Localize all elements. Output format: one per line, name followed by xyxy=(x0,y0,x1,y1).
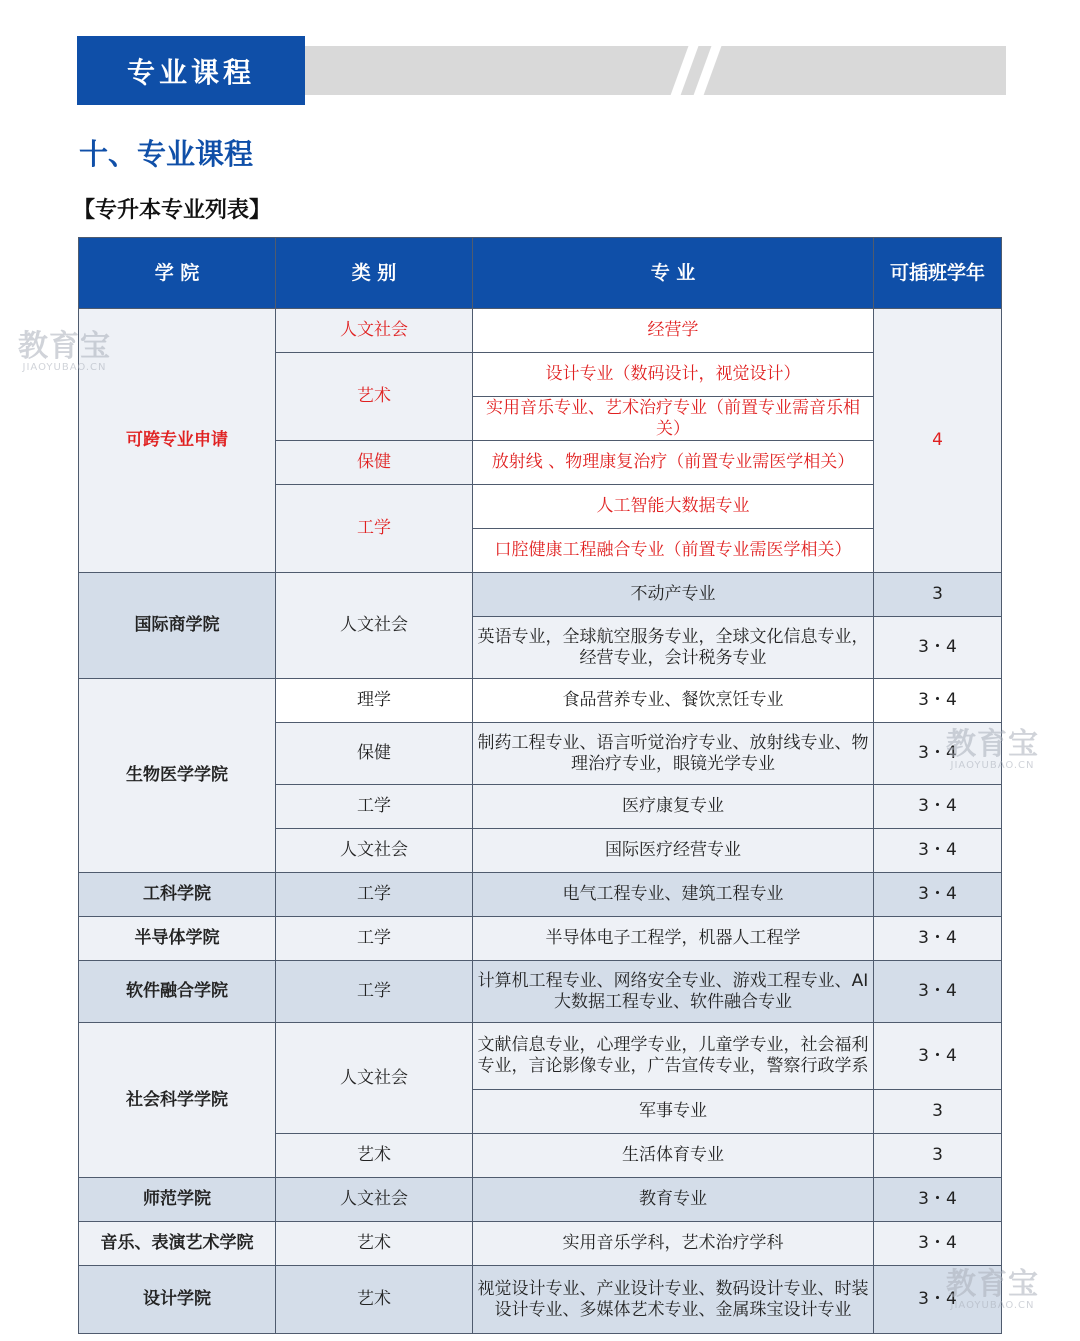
category-cell: 工学 xyxy=(276,961,473,1023)
major-cell: 放射线 、物理康复治疗（前置专业需医学相关） xyxy=(473,441,874,485)
year-cell: 3・4 xyxy=(874,961,1002,1023)
major-cell: 人工智能大数据专业 xyxy=(473,485,874,529)
watermark-domain: JIAOYUBAO.CN xyxy=(950,760,1035,771)
major-cell: 设计专业（数码设计，视觉设计） xyxy=(473,353,874,397)
major-cell: 军事专业 xyxy=(473,1090,874,1134)
year-cell: 3・4 xyxy=(874,1222,1002,1266)
table-header-row xyxy=(79,238,1002,309)
college-cell: 国际商学院 xyxy=(79,573,276,679)
category-cell: 艺术 xyxy=(276,1134,473,1178)
table-row xyxy=(79,1266,1002,1334)
table-row xyxy=(79,873,1002,917)
watermark-domain: JIAOYUBAO.CN xyxy=(950,1300,1035,1311)
col-header-college: 学 院 xyxy=(79,238,276,309)
college-cell: 工科学院 xyxy=(79,873,276,917)
category-cell: 保健 xyxy=(276,723,473,785)
college-cell: 生物医学学院 xyxy=(79,679,276,873)
table-row xyxy=(79,1178,1002,1222)
college-cell: 社会科学学院 xyxy=(79,1023,276,1178)
year-cell: 3・4 xyxy=(874,829,1002,873)
year-cell: 3 xyxy=(874,573,1002,617)
table-row xyxy=(79,1023,1002,1090)
category-cell: 工学 xyxy=(276,917,473,961)
year-cell: 3・4 xyxy=(874,1023,1002,1090)
category-cell: 人文社会 xyxy=(276,1023,473,1134)
major-cell: 教育专业 xyxy=(473,1178,874,1222)
category-cell: 保健 xyxy=(276,441,473,485)
year-cell: 3・4 xyxy=(874,617,1002,679)
college-cell: 音乐、表演艺术学院 xyxy=(79,1222,276,1266)
year-cell: 3 xyxy=(874,1134,1002,1178)
year-cell: 3・4 xyxy=(874,723,1002,785)
category-cell: 艺术 xyxy=(276,1222,473,1266)
major-cell: 医疗康复专业 xyxy=(473,785,874,829)
college-cell: 软件融合学院 xyxy=(79,961,276,1023)
major-cell: 制药工程专业、语言听觉治疗专业、放射线专业、物理治疗专业，眼镜光学专业 xyxy=(473,723,874,785)
table-row xyxy=(79,309,1002,353)
category-cell: 工学 xyxy=(276,873,473,917)
table-row xyxy=(79,1222,1002,1266)
majors-table xyxy=(78,237,1002,1334)
major-cell: 文献信息专业，心理学专业，儿童学专业，社会福利专业，言论影像专业，广告宣传专业，警察行政学系 xyxy=(473,1023,874,1090)
table-row xyxy=(79,679,1002,723)
major-cell: 食品营养专业、餐饮烹饪专业 xyxy=(473,679,874,723)
year-cell: 3・4 xyxy=(874,785,1002,829)
college-cell: 半导体学院 xyxy=(79,917,276,961)
major-cell: 英语专业，全球航空服务专业，全球文化信息专业，经营专业，会计税务专业 xyxy=(473,617,874,679)
category-cell: 人文社会 xyxy=(276,573,473,679)
col-header-major: 专 业 xyxy=(473,238,874,309)
year-cell: 3・4 xyxy=(874,679,1002,723)
category-cell: 工学 xyxy=(276,785,473,829)
category-cell: 工学 xyxy=(276,485,473,573)
category-cell: 人文社会 xyxy=(276,1178,473,1222)
major-cell: 不动产专业 xyxy=(473,573,874,617)
category-cell: 理学 xyxy=(276,679,473,723)
table-row xyxy=(79,573,1002,617)
category-cell: 人文社会 xyxy=(276,829,473,873)
col-header-category: 类 别 xyxy=(276,238,473,309)
table-row xyxy=(79,961,1002,1023)
major-cell: 视觉设计专业、产业设计专业、数码设计专业、时装设计专业、多媒体艺术专业、金属珠宝设计专业 xyxy=(473,1266,874,1334)
major-cell: 口腔健康工程融合专业（前置专业需医学相关） xyxy=(473,529,874,573)
major-cell: 计算机工程专业、网络安全专业、游戏工程专业、AI大数据工程专业、软件融合专业 xyxy=(473,961,874,1023)
table-row xyxy=(79,917,1002,961)
watermark-logo-text: 教育宝 xyxy=(946,1267,1039,1302)
college-cell: 师范学院 xyxy=(79,1178,276,1222)
col-header-year: 可插班学年 xyxy=(874,238,1002,309)
major-cell: 生活体育专业 xyxy=(473,1134,874,1178)
year-cell: 3・4 xyxy=(874,1178,1002,1222)
college-cell: 可跨专业申请 xyxy=(79,309,276,573)
section-tab: 专业课程 xyxy=(77,36,305,105)
watermark xyxy=(18,329,111,374)
college-cell: 设计学院 xyxy=(79,1266,276,1334)
watermark-logo-text: 教育宝 xyxy=(946,727,1039,762)
category-cell: 人文社会 xyxy=(276,309,473,353)
year-cell: 3 xyxy=(874,1090,1002,1134)
watermark xyxy=(946,727,1039,772)
watermark-domain: JIAOYUBAO.CN xyxy=(22,362,107,373)
header-decor-bar xyxy=(305,46,1006,95)
major-cell: 实用音乐学科，艺术治疗学科 xyxy=(473,1222,874,1266)
category-cell: 艺术 xyxy=(276,1266,473,1334)
major-cell: 经营学 xyxy=(473,309,874,353)
major-cell: 国际医疗经营专业 xyxy=(473,829,874,873)
section-title: 十、专业课程 xyxy=(79,137,254,171)
year-cell: 3・4 xyxy=(874,1266,1002,1334)
category-cell: 艺术 xyxy=(276,353,473,441)
major-cell: 半导体电子工程学，机器人工程学 xyxy=(473,917,874,961)
year-cell: 3・4 xyxy=(874,917,1002,961)
major-cell: 电气工程专业、建筑工程专业 xyxy=(473,873,874,917)
watermark-logo-text: 教育宝 xyxy=(18,329,111,364)
year-cell: 3・4 xyxy=(874,873,1002,917)
list-subtitle: 【专升本专业列表】 xyxy=(73,198,272,223)
major-cell: 实用音乐专业、艺术治疗专业（前置专业需音乐相关） xyxy=(473,397,874,441)
watermark xyxy=(946,1267,1039,1312)
year-cell: 4 xyxy=(874,309,1002,573)
